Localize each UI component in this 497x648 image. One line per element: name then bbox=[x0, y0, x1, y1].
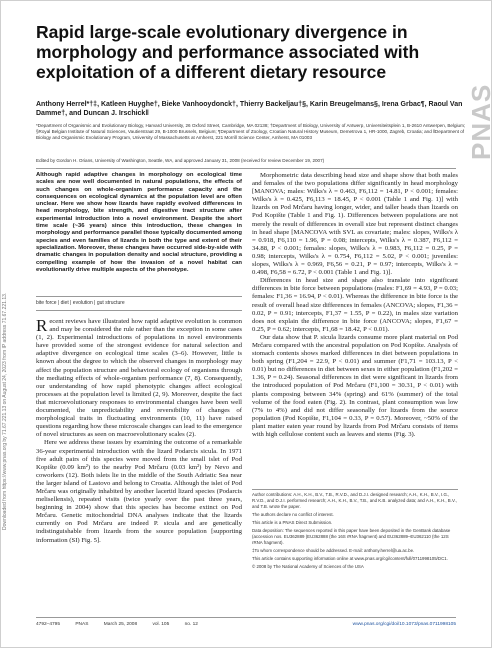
author-list: Anthony Herrel*†‡, Katleen Huyghe†, Bieke Vanhooydonck†, Thierry Backeljau†§, Karin Breugelmans§, Irena Grbac¶, Raoul Van Damme†, and Duncan J. Irschick‖ bbox=[36, 101, 463, 117]
footnote: Data deposition: The sequences reported in this paper have been deposited in the GenBank database (accession nos. EU362889 (EU362888 (the 16S rRNA fragment) and EU362889–EU362110 (the 12S rRNA fragment). bbox=[252, 528, 451, 545]
keywords-divider bbox=[36, 310, 242, 311]
footnote: This article contains supporting information online at www.pnas.org/cgi/content/full/0711998105/DC1. bbox=[252, 556, 448, 561]
affiliations: *Department of Organismic and Evolutionary Biology, Harvard University, 26 Oxford Street, Cambridge, MA 02138; †Department of Biology, University of Antwerp, Universiteitsplein 1, B-2610 Antwerpen, Belgium; §Royal Belgian Institute of Natural Sciences, Vautierstraat 29, B-1000 Brussels, Belgium; ¶Department of Zoology, Croatian Natural History Museum, Demetrova 1, HR-1000, Zagreb, Croatia; and ‖Department of Biology and Organismic Evolutionary Program, University of Massachusetts at Amherst, 221 Morrill Science Center, Amherst, MA 01003 bbox=[36, 123, 466, 140]
footnotes bbox=[252, 492, 458, 572]
article-title: Rapid large-scale evolutionary divergence in morphology and performance associated with exploitation of a different dietary resource bbox=[36, 22, 420, 82]
footer-divider bbox=[36, 617, 456, 618]
body-paragraph: Differences in head size and shape also translate into significant differences in bite force between populations (males: F1,69 = 4.93, P = 0.03; females: F1,36 = 16.94, P < 0.01). Whereas the difference in bite force is the result of overall head size differences in females (ANCOVA; slopes, F1,36 = 0.02, P = 0.91; intercepts, F1,37 = 1.55, P = 0.22), in males size variation does not explain the difference in bite force (ANCOVA; slopes, F1,67 = 0.25, P = 0.62; intercepts, F1,68 = 18.42, P < 0.01). bbox=[252, 277, 458, 333]
drop-cap: R bbox=[36, 316, 48, 335]
body-paragraph bbox=[36, 318, 242, 439]
abstract: Although rapid adaptive changes in morphology on ecological time scales are now well documented in natural populations, the effects of such changes on whole-organism performance capacity and the consequences on ecological dynamics at the population level are often unclear. Here we show how lizards have rapidly evolved differences in head morphology, bite strength, and digestive tract structure after experimental introduction into a novel environment. Despite the short time scale (~36 years) since this introduction, these changes in morphology and performance parallel those typically documented among species and even families of lizards in both the type and extent of their specialization. Moreover, these changes have occurred side-by-side with dramatic changes in population density and social structure, providing a compelling example of how the invasion of a novel habitat can evolutionarily drive multiple aspects of the phenotype. bbox=[36, 172, 242, 273]
header-divider bbox=[36, 168, 456, 169]
journal-sidebar-mark: PNAS bbox=[466, 83, 496, 160]
body-paragraph: Morphometric data describing head size and shape show that both males and females of the two populations differ significantly in head morphology [MANOVA; males: Wilks's λ = 0.463, F6,112 = 14.81, P < 0.001; females: Wilks's λ = 0.425, F6,113 = 18.45, P < 0.001 (Table 1 and Fig. 1)] with lizards on Pod Mrčaru having longer, wider, and taller heads than lizards on Pod Kopište (Table 1 and Fig. 1). Differences between populations are not merely the result of differences in overall size but represent distinct changes in head shape [MANCOVA with SVL as covariate; males: slopes, Wilks's λ = 0.918, F6,110 = 1.96, P = 0.08; intercepts, Wilks's λ = 0.387, F6,112 = 34.88, P < 0.001; females: slopes, Wilks's λ = 0.983, F6,112 = 0.25, P = 0.98; intercepts, Wilks's λ = 0.754, F6,112 = 5.02, P < 0.001; juveniles: slopes, Wilks's λ = 0.969, F6,56 = 0.21, P = 0.97; intercepts, Wilks's λ = 0.498, F6,58 = 6.72, P < 0.001 (Table 1 and Fig. 1)]. bbox=[252, 172, 458, 277]
body-paragraph: Here we address these issues by examining the outcome of a remarkable 36-year experimental introduction with the lizard Podarcis sicula. In 1971 five adult pairs of this species were moved from the small islet of Pod Kopište (0.09 km²) to the nearby Pod Mrčaru (0.03 km²) by Nevo and coworkers (12). Both islets lie in the middle of the South Adriatic Sea near the larger island of Lastovo and belong to Croatia. Although the islet of Pod Mrčaru was originally inhabited by another lacertid lizard species (Podarcis melisellensis), repeated visits (twice yearly over the past three years, beginning in 2004) show that this species has become extinct on Pod Mrčaru. Genetic mitochondrial DNA analyses indicate that the lizards currently on Pod Mrčaru are indeed P. sicula and are genetically indistinguishable from lizards from the source population [supporting information (SI) Fig. 5]. bbox=[36, 439, 242, 544]
journal-name: PNAS bbox=[75, 622, 89, 627]
issue-date: March 25, 2008 bbox=[103, 622, 138, 627]
abstract-divider bbox=[36, 296, 242, 297]
keywords: bite force | diet | evolution | gut structure bbox=[36, 300, 125, 306]
body-column-left bbox=[36, 318, 242, 545]
doi-link[interactable]: www.pnas.org/cgi/doi/10.1073/pnas.0711998105 bbox=[352, 622, 456, 627]
edited-by-note: Edited by Gordon H. Orians, University of Washington, Seattle, WA, and approved January 31, 2008 (received for review December 19, 2007) bbox=[36, 158, 325, 163]
body-paragraph-text: ecent reviews have illustrated how rapid adaptive evolution is common and may be considered the rule rather than the exception in some cases (1, 2). Experimental introductions of populations in novel environments have provided some of the strongest evidence for natural selection and adaptive divergence on ecological time scales (3–6). However, little is known about the degree to which the observed changes in morphology may affect the population structure and behavioral ecology of organisms through the mediating effects of whole-organism performance (7, 8). Consequently, our understanding of how rapid phenotypic changes affect ecological processes at the population level is limited (2, 9). Moreover, despite the fact that microevolutionary responses to environmental changes have been well documented, the unpredictability and reversibility of changes of morphological traits in fluctuating environments (10, 11) have raised questions regarding how these microscale changes can lead to the emergence of novel structures as seen on macroevolutionary scales (2). bbox=[36, 318, 242, 439]
body-column-right bbox=[252, 172, 458, 439]
body-paragraph: Our data show that P. sicula lizards consume more plant material on Pod Mrčaru compared with the ancestral population on Pod Kopište. Analysis of stomach contents shows marked differences in diet between populations in both spring (F1,204 = 22.9, P < 0.01) and summer (F1,71 = 103.13, P < 0.01) but no differences in diet between sexes in either population (F1,202 = 1.36, P = 0.24). Seasonal differences in diet were significant in lizards from the introduced population of Pod Mrčaru (F1,100 = 30.31, P < 0.01) with plants composing between 34% (spring) and 61% (summer) of the total volume of the food eaten (Fig. 2). In contrast, plant consumption was low (7% to 4%) and did not differ seasonally for lizards from the source population (Pod Kopište, F1,104 = 0.33, P = 0.57). Moreover, ~50% of the plant matter eaten year round by lizards from Pod Mrčaru consists of items with high cellulose content such as leaves and stems (Fig. 3). bbox=[252, 333, 458, 438]
footnote: This article is a PNAS Direct Submission. bbox=[252, 520, 333, 525]
copyright: © 2008 by The National Academy of Sciences of the USA bbox=[252, 564, 364, 569]
download-note: Downloaded from https://www.pnas.org by 71.67.221.13 on August 24, 2023 from IP address 71.67.221.13. bbox=[2, 292, 8, 530]
footnote: Author contributions: A.H., K.H., B.V., T.B., R.V.D., and D.J.I. designed research; A.H., K.H., B.V., I.G., R.V.D., and D.J.I. performed research; A.H., K.H., B.V., T.B., and K.B. analyzed data; and A.H., K.H., B.V., and T.B. wrote the paper. bbox=[252, 492, 457, 509]
footnote: The authors declare no conflict of interest. bbox=[252, 512, 334, 517]
page-footer bbox=[36, 622, 456, 627]
page-range: 4792–4795 bbox=[36, 622, 61, 627]
footnote: ‡To whom correspondence should be addressed. E-mail: anthony.herrel@ua.ac.be. bbox=[252, 548, 415, 553]
volume: vol. 105 bbox=[152, 622, 170, 627]
issue-number: no. 12 bbox=[184, 622, 198, 627]
footnote-divider bbox=[252, 489, 458, 490]
